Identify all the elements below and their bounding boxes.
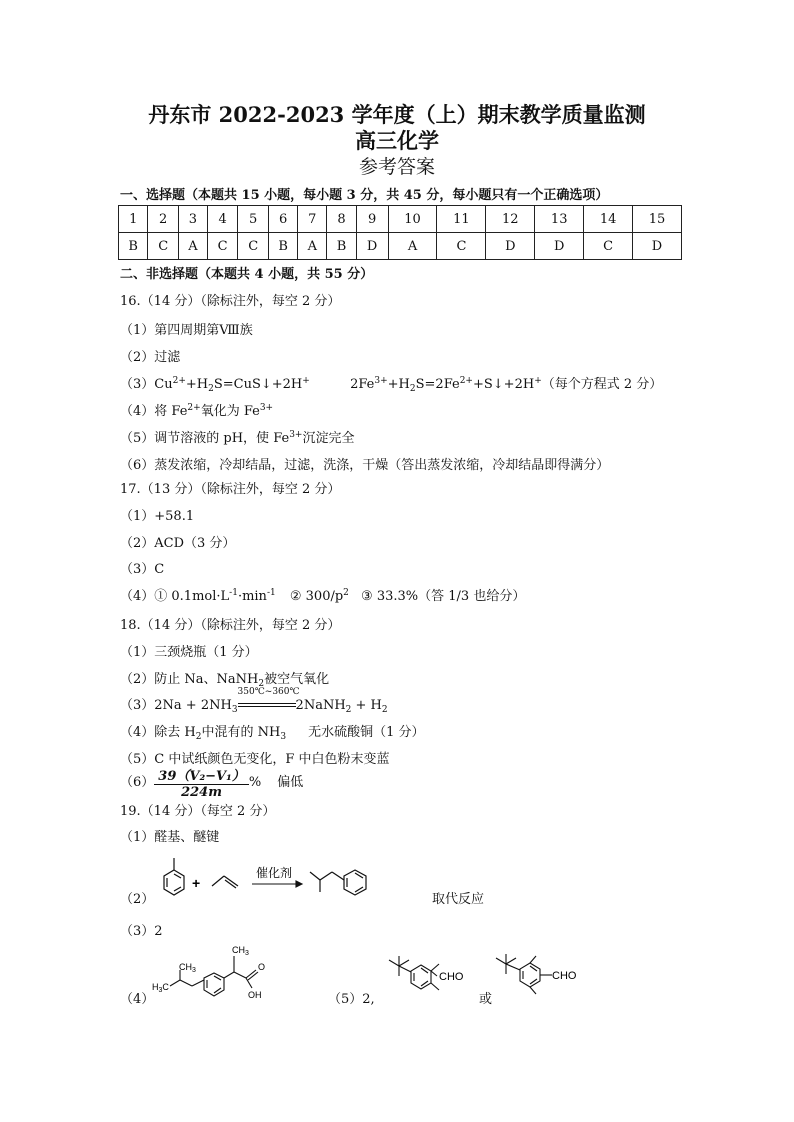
q18-answer-6 — [120, 765, 303, 800]
q16-a4-pre: （4）将 Fe — [120, 404, 188, 419]
question-number: 1 — [119, 206, 148, 233]
q16-a5-pre: （5）调节溶液的 pH，使 Fe — [120, 431, 290, 446]
propene-structure — [212, 876, 238, 888]
fraction-numerator: 39（V₂−V₁） — [154, 765, 249, 785]
q18-a2-end: 被空气氧化 — [264, 672, 330, 687]
question-number: 8 — [327, 206, 356, 233]
reaction-arrow — [252, 881, 302, 887]
q18-heading: 18.（14 分）（除标注外，每空 2 分） — [120, 618, 341, 633]
q16-answer-4: （4）将 $Fe^{2+}$氧化为 $Fe^{3+}$ — [120, 403, 274, 419]
q17-heading: 17.（13 分）（除标注外，每空 2 分） — [120, 482, 341, 497]
q16-a3-note: （每个方程式 2 分） — [541, 377, 663, 392]
reaction-scheme — [150, 852, 400, 914]
q18-a4-mid: 中混有的 NH — [201, 725, 281, 740]
question-number: 5 — [238, 206, 269, 233]
q16-answer-6: （6）蒸发浓缩，冷却结晶，过滤，洗涤，干燥（答出蒸发浓缩，冷却结晶即得满分） — [120, 458, 610, 473]
question-number: 2 — [148, 206, 179, 233]
answer-cell: C — [148, 233, 179, 260]
q17-a4-c: ③ 33.3%（答 1/3 也给分） — [361, 589, 526, 604]
answer-cell: D — [356, 233, 388, 260]
q18-a4-end: 无水硫酸铜（1 分） — [308, 725, 425, 740]
q16-a3-eq1-end: S=CuS↓+2H — [213, 377, 303, 392]
q19-answer-3: （3）2 — [120, 924, 163, 939]
q18-a3-end: + H — [351, 698, 382, 713]
section1-title: 一、选择题（本题共 15 小题，每小题 3 分，共 45 分，每小题只有一个正确选项） — [120, 188, 609, 203]
catalyst-label: 催化剂 — [256, 866, 293, 880]
q19-answer-2-label: （2） — [120, 892, 155, 907]
q16-a5-end: 沉淀完全 — [302, 431, 355, 446]
aldehyde-isomer-1 — [385, 948, 485, 998]
answer-table-answers — [119, 233, 682, 260]
toluene-structure — [164, 858, 184, 895]
answer-cell: A — [388, 233, 437, 260]
cho-label: CHO — [552, 970, 577, 982]
fraction — [154, 765, 249, 800]
q18-a6-note: 偏低 — [277, 775, 304, 790]
or-label: 或 — [479, 992, 493, 1007]
answer-cell: C — [584, 233, 633, 260]
question-number: 7 — [298, 206, 327, 233]
q16-a4-mid: 氧化为 Fe — [200, 404, 260, 419]
question-number: 10 — [388, 206, 437, 233]
q17-answer-4: （4）① $0.1mol\cdot L^{-1}\cdot\min^{-1}$ ② $300/p^2$ ③ 33.3%（答 1/3 也给分） — [120, 588, 526, 604]
answer-cell: C — [437, 233, 486, 260]
q19-heading: 19.（14 分）（每空 2 分） — [120, 804, 276, 819]
answer-cell: B — [119, 233, 148, 260]
q17-a4-pre: （4）① 0.1mol·L — [120, 589, 230, 604]
answer-cell: D — [633, 233, 682, 260]
q16-answer-1: （1）第四周期第Ⅷ族 — [120, 323, 253, 338]
h3c-label: $H_3C$ — [152, 982, 169, 994]
answer-cell: D — [486, 233, 535, 260]
q18-answer-1: （1）三颈烧瓶（1 分） — [120, 645, 258, 660]
answer-table — [118, 205, 682, 260]
document-subject: 高三化学 — [355, 128, 439, 153]
ch3-label: $CH_3$ — [179, 962, 196, 974]
answer-cell: C — [238, 233, 269, 260]
q18-answer-5: （5）C 中试纸颜色无变化，F 中白色粉末变蓝 — [120, 752, 390, 767]
q17-answer-1: （1）+58.1 — [120, 509, 195, 524]
document-title: 丹东市 2022-2023 学年度（上）期末教学质量监测 — [148, 102, 646, 127]
carbonyl-o-label: O — [258, 962, 266, 972]
cho-label: CHO — [439, 971, 464, 983]
question-number: 3 — [178, 206, 207, 233]
q18-a6-pct: % — [248, 775, 262, 790]
answer-cell: A — [178, 233, 207, 260]
q17-a4-b: ② 300/p — [289, 589, 344, 604]
reaction-type: 取代反应 — [432, 892, 485, 907]
question-number: 9 — [356, 206, 388, 233]
equals-sign — [238, 703, 296, 707]
question-number: 11 — [437, 206, 486, 233]
q19-answer-5-label: （5）2, — [328, 992, 375, 1007]
q17-answer-2: （2）ACD（3 分） — [120, 536, 236, 551]
q16-a3-eq2-pre: 2Fe — [350, 377, 375, 392]
q16-a3-eq2-mid2: S=2Fe — [415, 377, 460, 392]
answer-cell: A — [298, 233, 327, 260]
q16-answer-2: （2）过滤 — [120, 350, 181, 365]
q18-a3-pre: （3）2Na + 2NH — [120, 698, 232, 713]
answer-table-numbers — [119, 206, 682, 233]
q16-a3-eq2-mid: +H — [387, 377, 410, 392]
hydroxyl-label: OH — [248, 990, 262, 1000]
q16-answer-3: $(3)Cu^{2+}+H_2S=CuS↓+2H^+$ $2Fe^{3+}+H_2S=2Fe^{2+}+S↓+2H^+$（每个方程式 2 分） — [120, 376, 663, 394]
q18-answer-4: （4）除去 $H_2$中混有的 $NH_3$ 无水硫酸铜（1 分） — [120, 725, 425, 742]
answer-cell: B — [268, 233, 297, 260]
q18-a6-label: （6） — [120, 775, 155, 790]
question-number: 6 — [268, 206, 297, 233]
section2-title: 二、非选择题（本题共 4 小题，共 55 分） — [120, 267, 374, 282]
q16-a3-pre: （3）Cu — [120, 377, 173, 392]
reaction-condition: 350℃~360℃ — [237, 686, 300, 697]
q18-a3-post: 2NaNH — [295, 698, 346, 713]
q16-a3-eq1-mid: +H — [185, 377, 209, 392]
q16-a3-eq2-end: +S↓+2H — [472, 377, 535, 392]
question-number: 12 — [486, 206, 535, 233]
aldehyde-isomer-2 — [492, 948, 602, 998]
q19-answer-1: （1）醛基、醚键 — [120, 830, 220, 845]
q17-a4-mid: ·min — [237, 589, 267, 604]
answer-cell: B — [327, 233, 356, 260]
q19-answer-4-label: （4） — [120, 992, 155, 1007]
answer-cell: D — [535, 233, 584, 260]
q17-answer-3: （3）C — [120, 562, 165, 577]
fraction-denominator: 224m — [181, 785, 222, 800]
ch3-label: $CH_3$ — [232, 945, 249, 957]
q18-a2-pre: （2）防止 Na、NaNH — [120, 672, 259, 687]
question-number: 14 — [584, 206, 633, 233]
question-number: 4 — [207, 206, 238, 233]
answer-cell: C — [207, 233, 238, 260]
document-subtitle: 参考答案 — [358, 156, 435, 178]
isobutylbenzene-structure — [310, 870, 366, 895]
q16-heading: 16.（14 分）（除标注外，每空 2 分） — [120, 294, 341, 309]
q18-answer-2: （2）防止 Na、NaNH$_2$被空气氧化 — [120, 672, 330, 689]
ibuprofen-structure — [148, 940, 288, 1002]
question-number: 15 — [633, 206, 682, 233]
q18-answer-3: $(3)2Na + 2NH_3$ 350℃~360℃ 2NaNH$_2$ + $H_2$ — [120, 686, 388, 715]
question-number: 13 — [535, 206, 584, 233]
q18-a4-pre: （4）除去 H — [120, 725, 196, 740]
plus-sign: + — [192, 875, 201, 891]
q16-answer-5: （5）调节溶液的 pH，使 $Fe^{3+}$沉淀完全 — [120, 430, 355, 446]
